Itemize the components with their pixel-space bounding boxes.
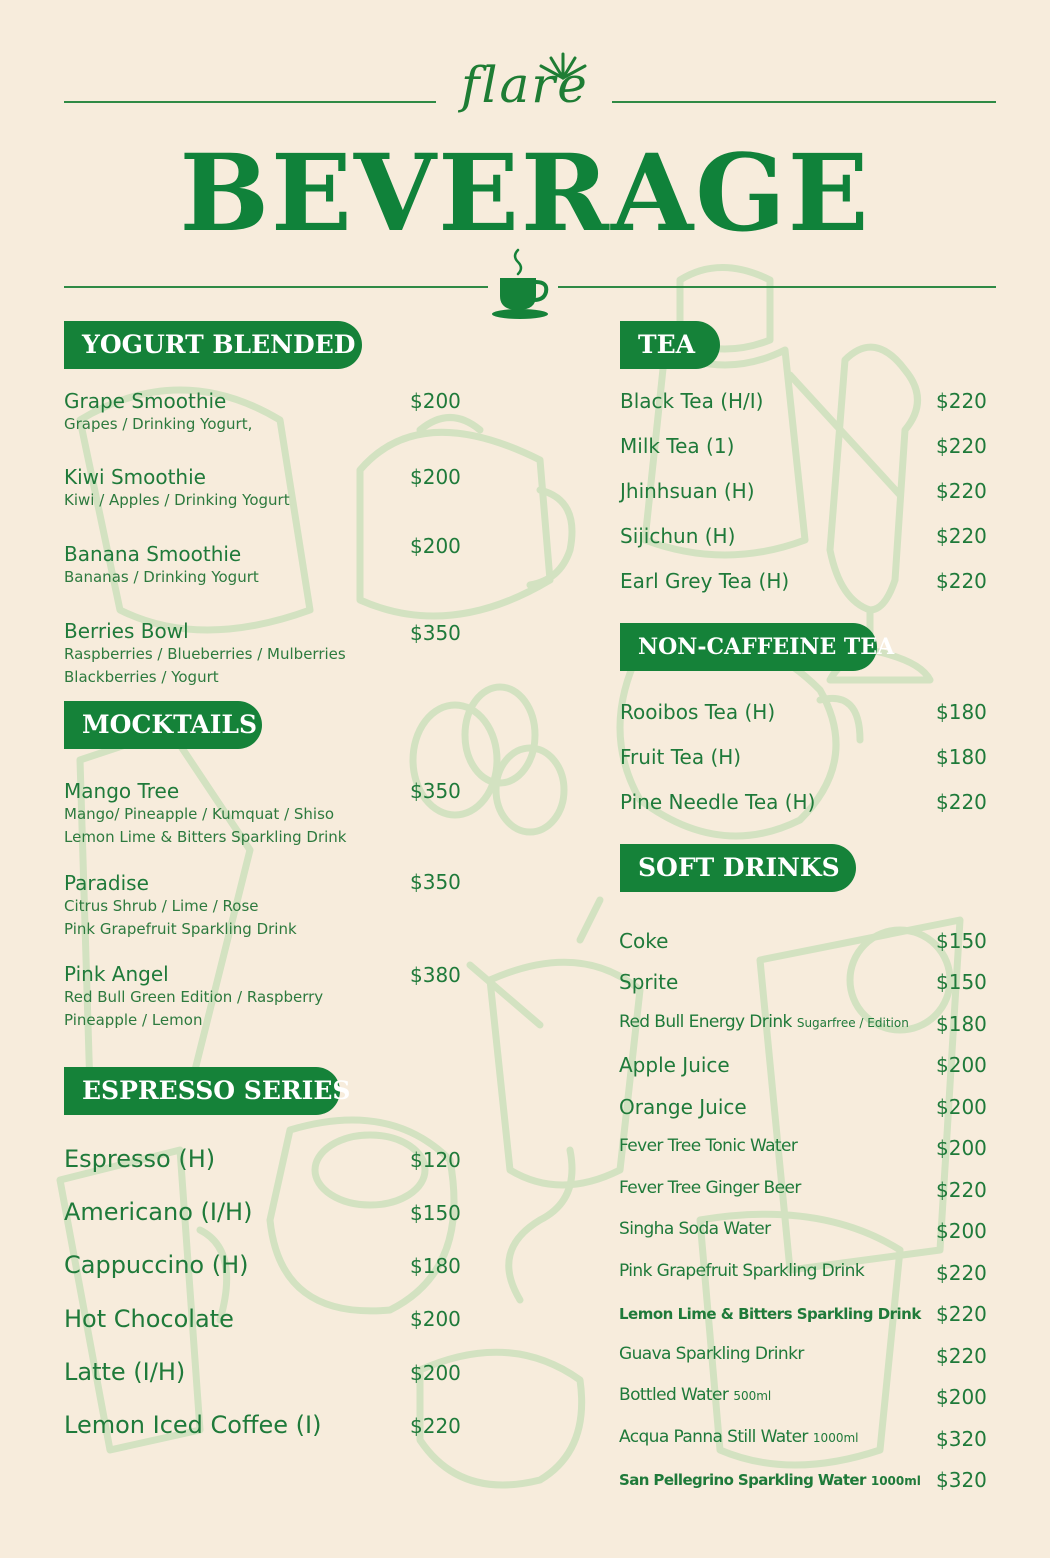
item-price: $200 (936, 1136, 987, 1160)
item-name: Acqua Panna Still Water (619, 1427, 808, 1447)
menu-item-apple-juice (619, 1053, 730, 1077)
item-name: Earl Grey Tea (H) (620, 569, 790, 593)
menu-item-lemon-iced-coffee (64, 1411, 321, 1439)
item-name: Pink Grapefruit Sparkling Drink (619, 1261, 865, 1281)
section-header-soft-drinks: SOFT DRINKS (620, 844, 856, 892)
item-price: $220 (936, 790, 987, 814)
menu-item-americano (64, 1198, 252, 1226)
menu-item-banana-smoothie (64, 542, 259, 589)
menu-item-kiwi-smoothie (64, 465, 290, 512)
item-price: $150 (410, 1201, 461, 1225)
section-header-espresso-series: ESPRESSO SERIES (64, 1067, 340, 1115)
item-description: Pink Grapefruit Sparkling Drink (64, 920, 297, 938)
item-name: Guava Sparkling Drinkr (619, 1344, 804, 1364)
item-name: Sijichun (H) (620, 524, 736, 548)
item-price: $120 (410, 1148, 461, 1172)
item-description: Blackberries / Yogurt (64, 668, 219, 686)
item-name: Pink Angel (64, 962, 169, 986)
item-name: Singha Soda Water (619, 1219, 771, 1239)
menu-item-acqua-panna (619, 1427, 858, 1447)
item-description: Red Bull Green Edition / Raspberry (64, 988, 324, 1006)
menu-item-orange-juice (619, 1095, 747, 1119)
item-name: Lemon Iced Coffee (I) (64, 1411, 322, 1439)
menu-item-coke (619, 929, 668, 953)
item-name: Berries Bowl (64, 619, 189, 643)
item-price: $220 (936, 1261, 987, 1285)
item-note: 1000ml (812, 1431, 859, 1445)
item-description: Lemon Lime & Bitters Sparkling Drink (64, 828, 347, 846)
item-name: Cappuccino (H) (64, 1251, 249, 1279)
menu-item-pink-grapefruit (619, 1261, 864, 1281)
logo-text: flare (461, 56, 589, 114)
item-name: Bottled Water (619, 1385, 729, 1405)
item-description: Citrus Shrub / Lime / Rose (64, 897, 259, 915)
menu-item-espresso (64, 1145, 215, 1173)
item-description: Grapes / Drinking Yogurt, (64, 415, 253, 433)
item-price: $200 (410, 465, 461, 489)
coffee-cup-icon (490, 246, 552, 322)
menu-item-fruit-tea (620, 745, 741, 769)
item-description: Bananas / Drinking Yogurt (64, 568, 259, 586)
item-price: $150 (936, 970, 987, 994)
item-name: Black Tea (H/I) (620, 389, 764, 413)
item-price: $220 (936, 389, 987, 413)
menu-item-pine-needle-tea (620, 790, 815, 814)
item-price: $220 (936, 479, 987, 503)
menu-item-earl-grey-tea (620, 569, 789, 593)
item-price: $350 (410, 779, 461, 803)
item-price: $220 (936, 1344, 987, 1368)
item-price: $220 (936, 1302, 987, 1326)
item-note: 500ml (733, 1389, 772, 1403)
menu-item-lemon-lime-bitters (619, 1304, 921, 1323)
item-name: Grape Smoothie (64, 389, 227, 413)
title-rule-right (558, 286, 996, 288)
item-price: $180 (410, 1254, 461, 1278)
item-note: Sugarfree / Edition (796, 1016, 909, 1030)
menu-item-guava-sparkling (619, 1344, 804, 1364)
menu-item-paradise (64, 871, 297, 941)
item-name: Paradise (64, 871, 149, 895)
menu-item-fever-tree-ginger-beer (619, 1178, 801, 1198)
menu-item-rooibos-tea (620, 700, 775, 724)
item-price: $220 (936, 569, 987, 593)
menu-item-cappuccino (64, 1251, 249, 1279)
menu-item-sprite (619, 970, 678, 994)
item-price: $180 (936, 700, 987, 724)
header-rule-right (612, 101, 996, 103)
item-description: Raspberries / Blueberries / Mulberries (64, 645, 346, 663)
menu-item-fever-tree-tonic (619, 1136, 797, 1156)
header-rule-left (64, 101, 436, 103)
item-name: Milk Tea (1) (620, 434, 735, 458)
item-price: $220 (410, 1414, 461, 1438)
menu-item-bottled-water (619, 1385, 771, 1405)
menu-item-hot-chocolate (64, 1305, 234, 1333)
title-rule-left (64, 286, 488, 288)
item-name: Orange Juice (619, 1095, 747, 1119)
item-price: $200 (410, 534, 461, 558)
item-description: Kiwi / Apples / Drinking Yogurt (64, 491, 290, 509)
item-name: Fever Tree Ginger Beer (619, 1178, 801, 1198)
item-note: 1000ml (870, 1474, 921, 1488)
item-name: Latte (I/H) (64, 1358, 186, 1386)
menu-item-singha-soda-water (619, 1219, 771, 1239)
item-price: $320 (936, 1427, 987, 1451)
item-name: Rooibos Tea (H) (620, 700, 776, 724)
page-title: BEVERAGE (179, 130, 871, 255)
item-price: $320 (936, 1468, 987, 1492)
item-price: $200 (936, 1385, 987, 1409)
item-name: Fruit Tea (H) (620, 745, 742, 769)
section-header-tea: TEA (620, 321, 720, 369)
item-name: Pine Needle Tea (H) (620, 790, 816, 814)
brand-logo (455, 50, 595, 125)
item-name: Coke (619, 929, 669, 953)
item-price: $200 (410, 1361, 461, 1385)
item-price: $150 (936, 929, 987, 953)
item-price: $220 (936, 1178, 987, 1202)
item-price: $200 (936, 1219, 987, 1243)
item-name: Sprite (619, 970, 679, 994)
item-price: $180 (936, 745, 987, 769)
section-header-non-caffeine-tea: NON-CAFFEINE TEA (620, 623, 877, 671)
item-price: $200 (410, 389, 461, 413)
menu-item-red-bull (619, 1012, 909, 1032)
item-price: $350 (410, 621, 461, 645)
item-name: Americano (I/H) (64, 1198, 253, 1226)
item-name: Kiwi Smoothie (64, 465, 206, 489)
menu-item-pink-angel (64, 962, 323, 1032)
section-header-mocktails: MOCKTAILS (64, 701, 262, 749)
item-name: Lemon Lime & Bitters Sparkling Drink (619, 1305, 921, 1323)
item-name: San Pellegrino Sparkling Water (619, 1471, 866, 1489)
section-header-yogurt-blended: YOGURT BLENDED (64, 321, 362, 369)
item-price: $180 (936, 1012, 987, 1036)
item-price: $220 (936, 434, 987, 458)
item-price: $200 (410, 1307, 461, 1331)
item-name: Apple Juice (619, 1053, 730, 1077)
item-price: $220 (936, 524, 987, 548)
item-price: $200 (936, 1053, 987, 1077)
menu-item-san-pellegrino (619, 1470, 921, 1489)
item-price: $380 (410, 963, 461, 987)
item-price: $200 (936, 1095, 987, 1119)
menu-item-latte (64, 1358, 185, 1386)
item-name: Banana Smoothie (64, 542, 242, 566)
menu-item-mango-tree (64, 779, 346, 849)
menu-item-sijichun (620, 524, 735, 548)
item-description: Mango/ Pineapple / Kumquat / Shiso (64, 805, 335, 823)
item-name: Fever Tree Tonic Water (619, 1136, 798, 1156)
menu-item-jhinhsuan (620, 479, 755, 503)
item-description: Pineapple / Lemon (64, 1011, 203, 1029)
item-name: Red Bull Energy Drink (619, 1012, 792, 1032)
menu-item-grape-smoothie (64, 389, 252, 436)
item-name: Hot Chocolate (64, 1305, 234, 1333)
item-name: Jhinhsuan (H) (620, 479, 755, 503)
item-name: Mango Tree (64, 779, 180, 803)
item-name: Espresso (H) (64, 1145, 216, 1173)
item-price: $350 (410, 870, 461, 894)
menu-item-black-tea (620, 389, 764, 413)
menu-item-milk-tea (620, 434, 734, 458)
menu-item-berries-bowl (64, 619, 346, 689)
